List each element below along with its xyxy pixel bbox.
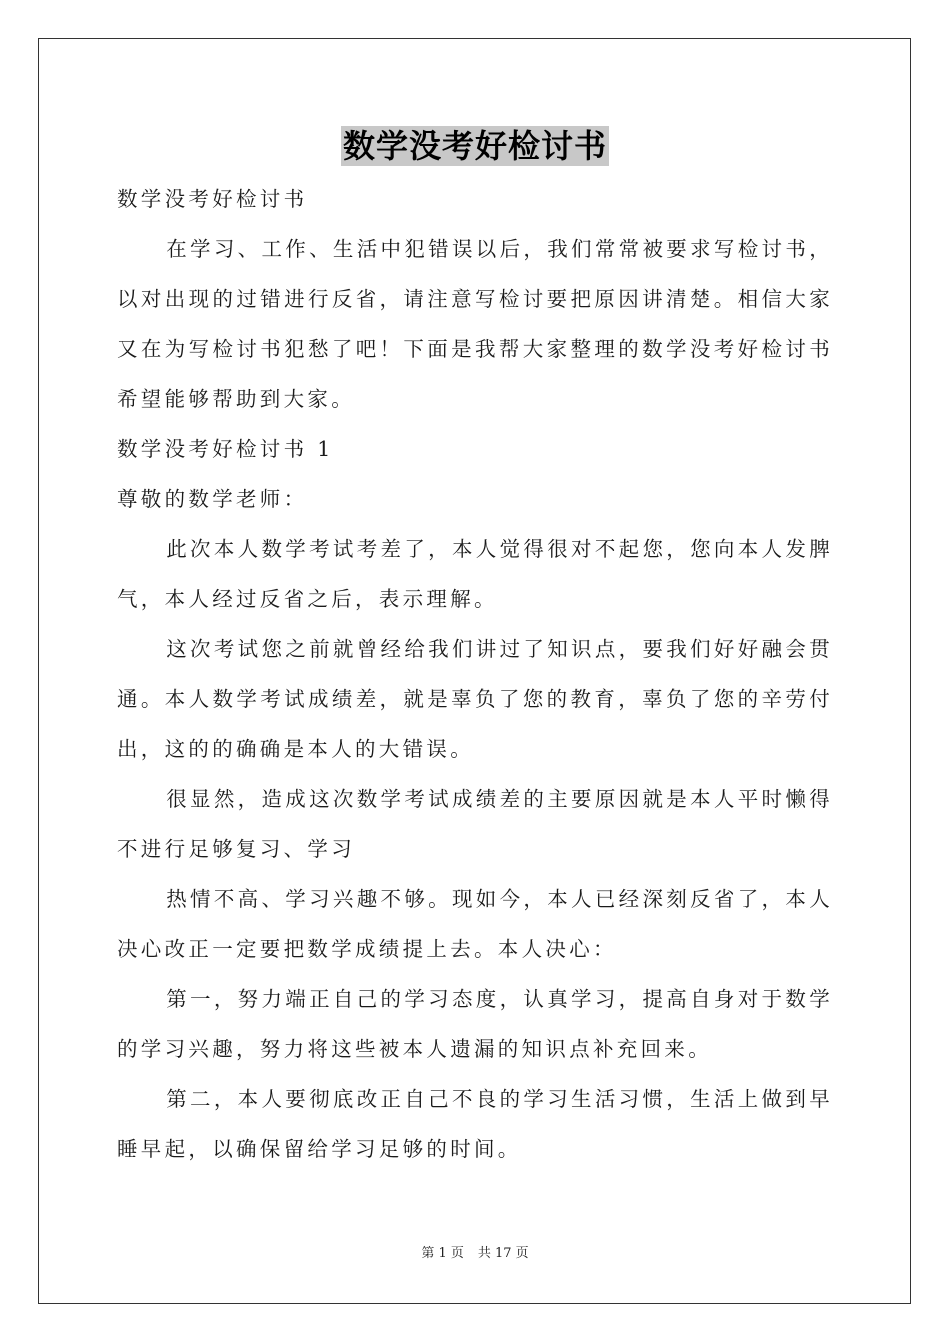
intro-paragraph: 在学习、工作、生活中犯错误以后，我们常常被要求写检讨书，以对出现的过错进行反省，请注意写检讨要把原因讲清楚。相信大家又在为写检讨书犯愁了吧！下面是我帮大家整理的数学没考好检讨书希望能够帮助到大家。 <box>117 237 833 411</box>
page-number-total: 共 17 页 <box>477 1246 529 1261</box>
body-paragraph-2: 这次考试您之前就曾经给我们讲过了知识点，要我们好好融会贯通。本人数学考试成绩差，就是辜负了您的教育，辜负了您的辛劳付出，这的的确确是本人的大错误。 <box>117 637 833 761</box>
document-title: 数学没考好检讨书 <box>342 127 607 165</box>
page-number-current: 第 1 页 <box>421 1246 464 1261</box>
page-footer <box>0 1246 950 1262</box>
salutation: 尊敬的数学老师： <box>117 487 308 511</box>
body-paragraph-3: 很显然，造成这次数学考试成绩差的主要原因就是本人平时懒得不进行足够复习、学习 <box>117 787 833 861</box>
body-paragraph-5: 第一，努力端正自己的学习态度，认真学习，提高自身对于数学的学习兴趣，努力将这些被本人遗漏的知识点补充回来。 <box>117 987 833 1061</box>
title-container <box>0 126 950 166</box>
section-heading: 数学没考好检讨书 1 <box>117 437 334 461</box>
body-paragraph-1: 此次本人数学考试考差了，本人觉得很对不起您，您向本人发脾气，本人经过反省之后，表示理解。 <box>117 537 833 611</box>
document-body <box>117 174 833 1174</box>
document-subtitle: 数学没考好检讨书 <box>117 187 308 211</box>
body-paragraph-4: 热情不高、学习兴趣不够。现如今，本人已经深刻反省了，本人决心改正一定要把数学成绩提上去。本人决心： <box>117 887 833 961</box>
body-paragraph-6: 第二，本人要彻底改正自己不良的学习生活习惯，生活上做到早睡早起，以确保留给学习足够的时间。 <box>117 1087 833 1161</box>
